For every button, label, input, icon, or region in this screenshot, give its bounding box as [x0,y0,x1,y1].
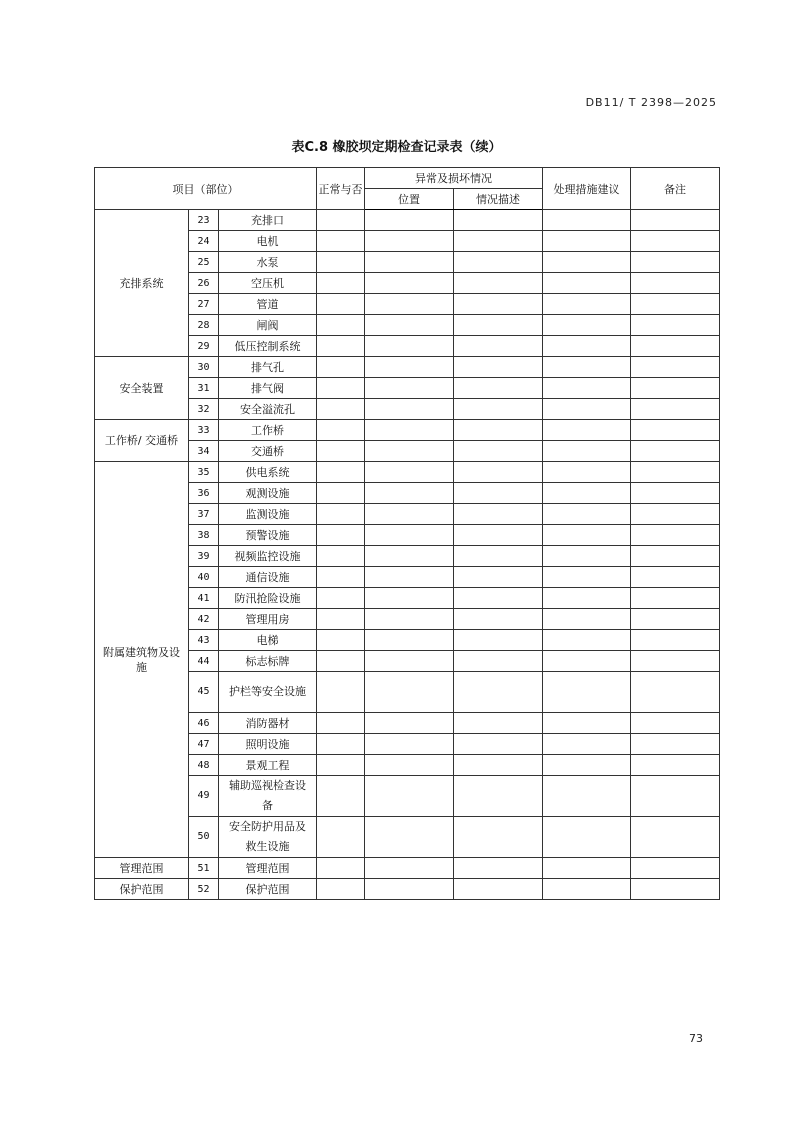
suggestion-cell[interactable] [543,504,631,525]
normal-cell[interactable] [317,441,365,462]
normal-cell[interactable] [317,231,365,252]
description-cell[interactable] [454,651,543,672]
suggestion-cell[interactable] [543,231,631,252]
normal-cell[interactable] [317,525,365,546]
position-cell[interactable] [365,525,454,546]
description-cell[interactable] [454,420,543,441]
table-title: 表C.8 橡胶坝定期检查记录表（续） [291,140,502,155]
description-cell[interactable] [454,462,543,483]
table-row [95,879,720,900]
normal-cell[interactable] [317,630,365,651]
position-cell[interactable] [365,776,454,817]
row-number: 40 [189,567,219,588]
description-cell[interactable] [454,672,543,713]
position-cell[interactable] [365,441,454,462]
table-row [95,734,720,755]
description-cell[interactable] [454,588,543,609]
row-item-name: 通信设施 [219,567,317,588]
table-row [95,315,720,336]
suggestion-cell[interactable] [543,441,631,462]
description-cell[interactable] [454,504,543,525]
table-row [95,755,720,776]
group-name: 安全装置 [95,357,189,420]
position-cell[interactable] [365,879,454,900]
table-body [95,210,720,900]
row-number: 24 [189,231,219,252]
row-number: 38 [189,525,219,546]
normal-cell[interactable] [317,483,365,504]
suggestion-cell[interactable] [543,630,631,651]
group-name: 充排系统 [95,210,189,357]
row-item-name: 防汛抢险设施 [219,588,317,609]
remark-cell[interactable] [631,588,720,609]
header-normal: 正常与否 [317,168,365,210]
remark-cell[interactable] [631,483,720,504]
position-cell[interactable] [365,817,454,858]
remark-cell[interactable] [631,817,720,858]
suggestion-cell[interactable] [543,483,631,504]
row-number: 31 [189,378,219,399]
suggestion-cell[interactable] [543,734,631,755]
row-number: 43 [189,630,219,651]
normal-cell[interactable] [317,776,365,817]
table-row [95,713,720,734]
table-row [95,567,720,588]
remark-cell[interactable] [631,504,720,525]
remark-cell[interactable] [631,734,720,755]
table-row [95,273,720,294]
description-cell[interactable] [454,734,543,755]
suggestion-cell[interactable] [543,776,631,817]
page-number: 73 [689,1032,703,1045]
suggestion-cell[interactable] [543,567,631,588]
normal-cell[interactable] [317,651,365,672]
remark-cell[interactable] [631,672,720,713]
row-number: 37 [189,504,219,525]
position-cell[interactable] [365,713,454,734]
position-cell[interactable] [365,336,454,357]
normal-cell[interactable] [317,252,365,273]
suggestion-cell[interactable] [543,210,631,231]
row-item-name: 排气孔 [219,357,317,378]
position-cell[interactable] [365,546,454,567]
table-row [95,420,720,441]
row-number: 25 [189,252,219,273]
description-cell[interactable] [454,357,543,378]
description-cell[interactable] [454,315,543,336]
description-cell[interactable] [454,879,543,900]
row-item-name: 交通桥 [219,441,317,462]
row-number: 36 [189,483,219,504]
suggestion-cell[interactable] [543,651,631,672]
table-row [95,672,720,713]
row-item-name: 观测设施 [219,483,317,504]
position-cell[interactable] [365,399,454,420]
position-cell[interactable] [365,315,454,336]
description-cell[interactable] [454,378,543,399]
position-cell[interactable] [365,420,454,441]
remark-cell[interactable] [631,776,720,817]
description-cell[interactable] [454,776,543,817]
normal-cell[interactable] [317,357,365,378]
position-cell[interactable] [365,858,454,879]
description-cell[interactable] [454,399,543,420]
table-row [95,252,720,273]
suggestion-cell[interactable] [543,336,631,357]
remark-cell[interactable] [631,630,720,651]
description-cell[interactable] [454,630,543,651]
row-item-name: 管道 [219,294,317,315]
remark-cell[interactable] [631,273,720,294]
description-cell[interactable] [454,273,543,294]
row-number: 39 [189,546,219,567]
inspection-record-table [94,167,720,900]
table-row [95,630,720,651]
position-cell[interactable] [365,294,454,315]
row-item-name: 保护范围 [219,879,317,900]
row-item-name: 电机 [219,231,317,252]
position-cell[interactable] [365,672,454,713]
description-cell[interactable] [454,525,543,546]
remark-cell[interactable] [631,713,720,734]
position-cell[interactable] [365,734,454,755]
suggestion-cell[interactable] [543,525,631,546]
position-cell[interactable] [365,357,454,378]
suggestion-cell[interactable] [543,252,631,273]
position-cell[interactable] [365,567,454,588]
remark-cell[interactable] [631,858,720,879]
position-cell[interactable] [365,210,454,231]
normal-cell[interactable] [317,420,365,441]
row-item-name: 管理范围 [219,858,317,879]
row-item-name: 低压控制系统 [219,336,317,357]
row-number: 33 [189,420,219,441]
normal-cell[interactable] [317,504,365,525]
remark-cell[interactable] [631,231,720,252]
header-item: 项目（部位） [95,168,317,210]
suggestion-cell[interactable] [543,273,631,294]
row-number: 32 [189,399,219,420]
row-item-name: 护栏等安全设施 [219,672,317,713]
suggestion-cell[interactable] [543,294,631,315]
row-item-name: 预警设施 [219,525,317,546]
remark-cell[interactable] [631,294,720,315]
normal-cell[interactable] [317,336,365,357]
description-cell[interactable] [454,210,543,231]
normal-cell[interactable] [317,672,365,713]
normal-cell[interactable] [317,817,365,858]
normal-cell[interactable] [317,378,365,399]
remark-cell[interactable] [631,441,720,462]
description-cell[interactable] [454,336,543,357]
remark-cell[interactable] [631,567,720,588]
row-number: 34 [189,441,219,462]
normal-cell[interactable] [317,210,365,231]
remark-cell[interactable] [631,315,720,336]
group-name: 附属建筑物及设施 [95,462,189,858]
group-name: 管理范围 [95,858,189,879]
row-number: 29 [189,336,219,357]
row-number: 28 [189,315,219,336]
remark-cell[interactable] [631,462,720,483]
position-cell[interactable] [365,462,454,483]
position-cell[interactable] [365,378,454,399]
row-number: 27 [189,294,219,315]
suggestion-cell[interactable] [543,588,631,609]
remark-cell[interactable] [631,399,720,420]
row-number: 50 [189,817,219,858]
position-cell[interactable] [365,483,454,504]
row-item-name: 景观工程 [219,755,317,776]
remark-cell[interactable] [631,755,720,776]
description-cell[interactable] [454,713,543,734]
position-cell[interactable] [365,504,454,525]
description-cell[interactable] [454,441,543,462]
normal-cell[interactable] [317,567,365,588]
description-cell[interactable] [454,483,543,504]
table-row [95,609,720,630]
normal-cell[interactable] [317,713,365,734]
row-number: 45 [189,672,219,713]
description-cell[interactable] [454,609,543,630]
row-number: 48 [189,755,219,776]
remark-cell[interactable] [631,210,720,231]
row-number: 51 [189,858,219,879]
row-number: 26 [189,273,219,294]
description-cell[interactable] [454,755,543,776]
remark-cell[interactable] [631,420,720,441]
table-row [95,546,720,567]
normal-cell[interactable] [317,273,365,294]
row-item-name: 水泵 [219,252,317,273]
normal-cell[interactable] [317,399,365,420]
suggestion-cell[interactable] [543,609,631,630]
normal-cell[interactable] [317,546,365,567]
header-suggestion: 处理措施建议 [543,168,631,210]
table-row [95,651,720,672]
table-row [95,776,720,817]
description-cell[interactable] [454,858,543,879]
remark-cell[interactable] [631,651,720,672]
remark-cell[interactable] [631,378,720,399]
description-cell[interactable] [454,546,543,567]
header-abnormal: 异常及损坏情况 [365,168,543,189]
normal-cell[interactable] [317,588,365,609]
row-item-name: 排气阀 [219,378,317,399]
table-row [95,483,720,504]
position-cell[interactable] [365,630,454,651]
position-cell[interactable] [365,231,454,252]
header-remark: 备注 [631,168,720,210]
table-row [95,357,720,378]
standard-number: DB11/ T 2398—2025 [585,96,717,109]
row-number: 47 [189,734,219,755]
suggestion-cell[interactable] [543,713,631,734]
row-number: 46 [189,713,219,734]
suggestion-cell[interactable] [543,817,631,858]
normal-cell[interactable] [317,858,365,879]
description-cell[interactable] [454,817,543,858]
row-item-name: 工作桥 [219,420,317,441]
group-name: 保护范围 [95,879,189,900]
table-row [95,462,720,483]
header-description: 情况描述 [454,189,543,210]
suggestion-cell[interactable] [543,755,631,776]
remark-cell[interactable] [631,879,720,900]
position-cell[interactable] [365,609,454,630]
position-cell[interactable] [365,651,454,672]
suggestion-cell[interactable] [543,462,631,483]
suggestion-cell[interactable] [543,879,631,900]
description-cell[interactable] [454,231,543,252]
row-number: 23 [189,210,219,231]
remark-cell[interactable] [631,357,720,378]
suggestion-cell[interactable] [543,378,631,399]
row-number: 49 [189,776,219,817]
row-number: 41 [189,588,219,609]
table-row [95,817,720,858]
suggestion-cell[interactable] [543,546,631,567]
table-row [95,504,720,525]
table-row [95,399,720,420]
suggestion-cell[interactable] [543,315,631,336]
suggestion-cell[interactable] [543,357,631,378]
row-number: 35 [189,462,219,483]
normal-cell[interactable] [317,734,365,755]
table-row [95,231,720,252]
row-item-name: 监测设施 [219,504,317,525]
suggestion-cell[interactable] [543,420,631,441]
row-item-name: 闸阀 [219,315,317,336]
table-row [95,336,720,357]
normal-cell[interactable] [317,462,365,483]
row-item-name: 空压机 [219,273,317,294]
row-item-name: 管理用房 [219,609,317,630]
description-cell[interactable] [454,567,543,588]
suggestion-cell[interactable] [543,672,631,713]
row-item-name: 充排口 [219,210,317,231]
table-row [95,294,720,315]
row-number: 42 [189,609,219,630]
remark-cell[interactable] [631,252,720,273]
normal-cell[interactable] [317,294,365,315]
table-row [95,525,720,546]
table-row [95,588,720,609]
description-cell[interactable] [454,252,543,273]
row-item-name: 安全防护用品及救生设施 [219,817,317,858]
position-cell[interactable] [365,755,454,776]
row-item-name: 消防器材 [219,713,317,734]
remark-cell[interactable] [631,336,720,357]
normal-cell[interactable] [317,609,365,630]
remark-cell[interactable] [631,525,720,546]
row-item-name: 电梯 [219,630,317,651]
remark-cell[interactable] [631,546,720,567]
row-item-name: 供电系统 [219,462,317,483]
row-number: 44 [189,651,219,672]
row-number: 30 [189,357,219,378]
normal-cell[interactable] [317,879,365,900]
row-item-name: 照明设施 [219,734,317,755]
table-row [95,858,720,879]
row-number: 52 [189,879,219,900]
remark-cell[interactable] [631,609,720,630]
description-cell[interactable] [454,294,543,315]
table-row [95,378,720,399]
position-cell[interactable] [365,588,454,609]
header-position: 位置 [365,189,454,210]
normal-cell[interactable] [317,755,365,776]
suggestion-cell[interactable] [543,399,631,420]
table-row [95,210,720,231]
row-item-name: 安全溢流孔 [219,399,317,420]
row-item-name: 视频监控设施 [219,546,317,567]
normal-cell[interactable] [317,315,365,336]
table-row [95,441,720,462]
row-item-name: 辅助巡视检查设备 [219,776,317,817]
group-name: 工作桥/ 交通桥 [95,420,189,462]
row-item-name: 标志标牌 [219,651,317,672]
suggestion-cell[interactable] [543,858,631,879]
position-cell[interactable] [365,252,454,273]
position-cell[interactable] [365,273,454,294]
